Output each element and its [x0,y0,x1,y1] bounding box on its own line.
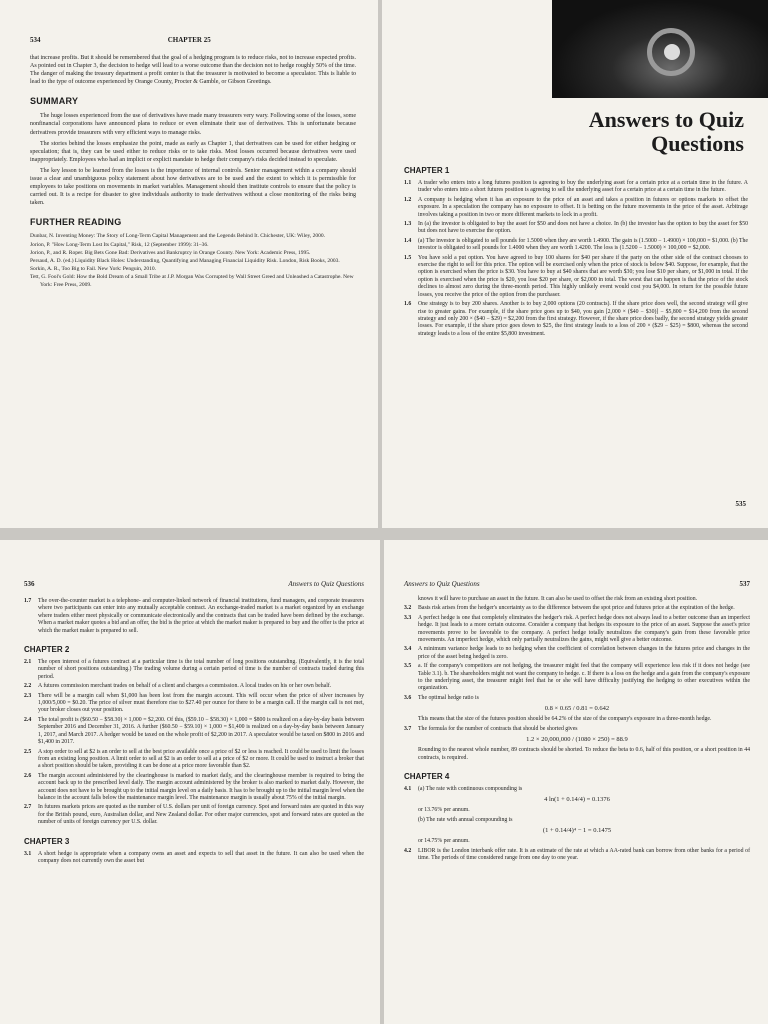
answer-item: 3.7 The formula for the number of contracts that should be shorted gives [404,725,578,732]
summary-paragraph-3: The key lesson to be learned from the losses is the importance of internal controls. Senior management within a company should issue a clear and unambiguous policy statement about how derivatives are to be used and the extent to which it is permissible for employees to take positions on movements in market variables. Management should then institute controls to ensure that the policy is carried out. It is a recipe for disaster to give individuals authority to trade derivatives without a close monitoring of the risks being taken. [30,167,356,207]
answer-item: 3.3 A perfect hedge is one that completely eliminates the hedger's risk. A perfect hedge does not always lead to a better outcome than an imperfect hedge. It just leads to a more certain outcome. Consider a company that hedges its exposure to the price of an asset. Suppose the asset's price movements prove to be favorable to the company. A perfect hedge totally neutralizes the company's gain from these favorable price movements. An imperfect hedge, which only partially neutralizes the gains, might well give a better outcome. [404,614,750,644]
chapter-3-heading: CHAPTER 3 [24,836,70,846]
page-number: 534 [30,36,41,44]
answer-item: 3.6 The optimal hedge ratio is [404,694,479,701]
answer-item: 3.4 A minimum variance hedge leads to no hedging when the coefficient of correlation between changes in the futures price and changes in the price of the asset being hedged is zero. [404,646,750,660]
answer-item: 4.1 (a) The rate with continuous compounding is [404,785,523,792]
answer-item: 1.1 A trader who enters into a long futures position is agreeing to buy the underlying asset for a certain price at a certain time in the future. A trader who enters into a short futures position is agreeing to sell the underlying asset for a certain price at a certain time in the future. [404,180,748,194]
page-number: 536 [24,580,35,588]
running-header [24,580,364,588]
answer-item: 2.4 The total profit is ($60.50 − $58.30) × 1,000 = $2,200. Of this, ($59.10 − $58.30) × 1,000 = $800 is realized on a day-by-day basis between September 2016 and December 31, 2016. A further ($60.50 − $59.10) × 1,000 = $1,400 is realized on a day-by-day basis between January 1, 2017, and March 2017. A hedger would be taxed on the whole profit of $2,200 in 2017. A speculator would be taxed on $800 in 2016 and $1,400 in 2017. [24,716,364,746]
reference-item: Sorkin, A. R., Too Big to Fail. New York: Penguin, 2010. [30,266,157,273]
answer-item: 1.6 One strategy is to buy 200 shares. Another is to buy 2,000 options (20 contracts). If the share price does well, the second strategy will give rise to greater gains. For example, if the share price goes up to $40, you gain [2,000 × ($40 − $30)] − $5,800 = $14,200 from the second strategy and only 200 × ($40 − $29) = $2,200 from the first strategy. However, if the share price does badly, the second strategy yields greater losses. For example, if the share price goes down to $25, the first strategy leads to a loss of 200 × ($29 − $25) = $800, whereas the second strategy leads to a loss of the entire $5,800 investment. [404,301,748,337]
answer-continuation: or 14.75% per annum. [418,838,470,845]
page-number: 535 [735,500,746,508]
answer-item: 1.3 In (a) the investor is obligated to buy the asset for $50 and does not have a choice. In (b) the investor has the option to buy the asset for $50 but does not have to exercise the option. [404,221,748,235]
answer-continuation: This means that the size of the futures position should be 64.2% of the size of the company's exposure in a three-month hedge. [418,716,712,723]
answer-item: 2.1 The open interest of a futures contract at a particular time is the total number of long positions outstanding. (Equivalently, it is the total number of short positions outstanding.) The trading volume during a certain period of time is the number of contracts traded during this period. [24,659,364,680]
reference-item: Tett, G. Fool's Gold: How the Bold Dream of a Small Tribe at J.P. Morgan Was Corrupted by Wall Street Greed and Unleashed a Catastrophe. New York: Free Press, 2009. [30,274,354,288]
intro-paragraph: that increase profits. But it should be remembered that the goal of a hedging program is to reduce risks, not to increase expected profits. As pointed out in Chapter 3, the decision to hedge will lead to a worse outcome than the decision not to hedge roughly 50% of the time. The danger of making the treasury department a profit center is that the treasurer is motivated to become a speculator. This is liable to lead to the type of outcome experienced by Orange County, Procter & Gamble, or Gibson Greetings. [30,55,356,86]
answer-item: 1.5 You have sold a put option. You have agreed to buy 100 shares for $40 per share if the party on the other side of the contract chooses to exercise the right to sell for this price. The option will be exercised only when the price of stock is below $40. Suppose, for example, that the option is exercised when the price is $30. You have to buy at $40 shares that are worth $30; you lose $10 per share, or $1,000 in total. If the option is exercised when the price is $20, you lose $20 per share, or $2,000 in total. The worst that can happen is that the price of the stock declines to almost zero during the three-month period. This highly unlikely event would cost you $4,000. In return for the possible future losses, you receive the price of the option from the purchaser. [404,254,748,298]
reference-item: Jorion, P., and R. Roper. Big Bets Gone Bad: Derivatives and Bankruptcy in Orange County. New York: Academic Press, 1995. [30,249,311,256]
running-header [30,36,356,44]
running-header [404,580,750,588]
answer-item: 1.2 A company is hedging when it has an exposure to the price of an asset and takes a position in futures or options markets to offset the exposure. In a speculation the company has no exposure to offset. It is betting on the future movements in the price of the asset. Arbitrage involves taking a position in two or more different markets to lock in a profit. [404,196,748,218]
equation-contracts: 1.2 × 20,000,000 / (1080 × 250) = 88.9 [526,736,628,744]
reference-item: Persaud, A. D. (ed.) Liquidity Black Holes: Understanding, Quantifying and Managing Financial Liquidity Risk. London, Risk Books, 2003. [30,258,340,265]
answers-title-line-2: Questions [651,131,744,156]
chapter-1-heading: CHAPTER 1 [404,166,450,175]
answer-item: 2.2 A futures commission merchant trades on behalf of a client and charges a commission. A local trades on his or her own behalf. [24,683,332,690]
reference-item: Dunbar, N. Inventing Money: The Story of Long-Term Capital Management and the Legends Behind It. Chichester, UK: Wiley, 2000. [30,233,326,240]
chapter-opener-photo [552,0,768,98]
running-title: Answers to Quiz Questions [404,580,480,588]
running-title: Answers to Quiz Questions [288,580,364,588]
answer-item: 1.4 (a) The investor is obligated to sell pounds for 1.5000 when they are worth 1.4900. The gain is (1.5000 − 1.4900) × 100,000 = $1,000. (b) The investor is obligated to sell pounds for 1.4000 when they are worth 1.4200. The loss is (1.5200 − 1.5000) × 100,000 = $2,000. [404,237,748,252]
answer-item: 2.6 The margin account administered by the clearinghouse is marked to market daily, and the clearinghouse member is required to bring the account back up to the prescribed level daily. The margin account administered by the broker is also marked to market daily. However, the account does not have to be brought up to the initial margin level on a daily basis. It has to be brought up to the initial margin level when the balance in the account falls below the maintenance margin level. The maintenance margin is usually about 75% of the initial margin. [24,772,364,801]
chapter-4-heading: CHAPTER 4 [404,771,450,781]
answer-item: 3.2 Basis risk arises from the hedger's uncertainty as to the difference between the spot price and futures price at the expiration of the hedge. [404,605,735,612]
answer-item: 2.5 A stop order to sell at $2 is an order to sell at the best price available once a price of $2 or less is reached. It could be used to limit the losses from an existing long position. A limit order to sell at $2 is an order to sell at a price of $2 or more. It could be used to instruct a broker that a short position should be taken, providing it can be done at a price more favorable than $2. [24,748,364,770]
page-537 [384,540,768,1024]
equation-hedge-ratio: 0.8 × 0.65 / 0.81 = 0.642 [544,705,610,713]
photo-light-shape [664,44,680,60]
answer-continuation: or 13.76% per annum. [418,807,470,814]
answers-title [404,108,748,156]
answer-item: 1.7 The over-the-counter market is a telephone- and computer-linked network of financial institutions, fund managers, and corporate treasurers where two participants can enter into any mutually acceptable contract. An exchange-traded market is a market organized by an exchange where traders either meet physically or communicate electronically and the contracts that can be traded have been defined by the exchange. When a market maker quotes a bid and an offer, the bid is the price at which the market maker is prepared to buy and the offer is the price at which the market maker is prepared to sell. [24,598,364,634]
summary-paragraph-2: The stories behind the losses emphasize the point, made as early as Chapter 1, that derivatives can be used for either hedging or speculation; that is, they can be used either to reduce risks or to take risks. Most losses occurred because derivatives were used inappropriately. Employees who had an implicit or explicit mandate to hedge their company's risks decided instead to speculate. [30,140,356,163]
answer-item: 2.3 There will be a margin call when $1,000 has been lost from the margin account. This will occur when the price of silver increases by 1,000/5,000 = $0.20. The price of silver must therefore rise to $27.40 per ounce for there to be a margin call. If the margin call is not met, your broker closes out your position. [24,692,364,714]
chapter-2-heading: CHAPTER 2 [24,645,70,655]
answer-continuation: (b) The rate with annual compounding is [418,816,513,823]
answers-title-line-1: Answers to Quiz [588,107,744,132]
summary-heading: SUMMARY [30,96,79,107]
page-536 [0,540,380,1024]
page-number: 537 [739,580,750,588]
further-reading-heading: FURTHER READING [30,217,122,228]
answer-item: 4.2 LIBOR is the London interbank offer rate. It is an estimate of the rate at which a AA-rated bank can borrow from other banks for a period of time. The periods of time considered range from one day to one year. [404,847,750,861]
answer-continuation: Rounding to the nearest whole number, 89 contracts should be shorted. To reduce the beta to 0.6, half of this position, or a short position in 44 contracts, is required. [418,747,750,761]
answer-continuation: knows it will have to purchase an asset in the future. It can also be used to offset the risk from an existing short position. [418,596,698,602]
reference-item: Jorion, P. "How Long-Term Lost Its Capital," Risk, 12 (September 1999): 31–36. [30,241,209,248]
equation-annual-rate: (1 + 0.14/4)⁴ − 1 = 0.1475 [542,827,612,835]
equation-continuous-rate: 4 ln(1 + 0.14/4) = 0.1376 [544,796,610,804]
answer-item: 3.5 a. If the company's competitors are not hedging, the treasurer might feel that the company will experience less risk if it does not hedge (see Table 3.1). b. The shareholders might not want the company to hedge. c. If there is a loss on the hedge and a gain from the company's exposure to the underlying asset, the treasurer might feel that he or she will have difficulty justifying the hedging to other executives within the organization. [404,663,750,692]
answer-item: 2.7 In futures markets prices are quoted as the number of U.S. dollars per unit of foreign currency. Spot and forward rates are quoted in this way for the British pound, euro, Australian dollar, and New Zealand dollar. For other major currencies, spot and forward rates are quoted as the number of units of foreign currency per U.S. dollar. [24,804,364,826]
summary-paragraph-1: The huge losses experienced from the use of derivatives have made many treasurers very wary. Following some of the losses, some nonfinancial corporations have announced plans to reduce or even eliminate their use of derivatives. This is unfortunate because derivatives provide treasurers with very efficient ways to manage risks. [30,113,356,136]
page-535 [382,0,768,528]
chapter-label: CHAPTER 25 [167,36,211,44]
answer-item: 3.1 A short hedge is appropriate when a company owns an asset and expects to sell that asset in the future. It can also be used when the company does not currently own the asset but [24,850,364,864]
page-534 [0,0,378,528]
